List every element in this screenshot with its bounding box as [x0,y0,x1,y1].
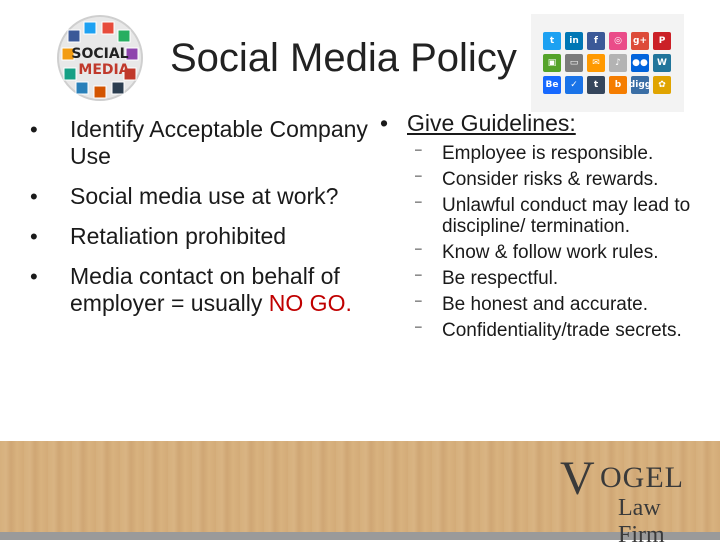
guideline-item: – Consider risks & rewards. [380,169,710,190]
social-icon-tile: b [609,76,627,94]
bullet-item [30,263,390,317]
social-icon-tile: ✓ [565,76,583,94]
bullet-item: • Social media use at work? [30,183,390,210]
social-media-icons-grid [543,32,671,94]
guideline-item: – Know & follow work rules. [380,242,710,263]
guideline-item: – Unlawful conduct may lead to discipline/ termination. [380,195,710,237]
page-title: Social Media Policy [170,36,517,80]
social-icon-tile: ▭ [565,54,583,72]
guideline-item: – Confidentiality/trade secrets. [380,320,710,341]
bullet-text: Media contact on behalf of employer = usually [70,263,340,316]
bullet-item: • Retaliation prohibited [30,223,390,250]
brand-logo [560,452,710,548]
brand-letter: V [560,452,595,505]
social-icon-tile: ●● [631,54,649,72]
guidelines-heading-text: Give Guidelines: [407,110,576,136]
social-icon-tile: g+ [631,32,649,50]
social-icon-tile: ▣ [543,54,561,72]
social-icon-tile: ◎ [609,32,627,50]
guidelines-list [380,143,710,341]
social-media-logo [54,12,146,104]
guidelines-heading [380,110,710,137]
social-icon-tile: t [587,76,605,94]
footer-strip [0,532,720,540]
guideline-item: – Be honest and accurate. [380,294,710,315]
social-icon-tile: W [653,54,671,72]
left-bullet-list [30,116,390,317]
bullet-item: • Identify Acceptable Company Use [30,116,390,170]
social-icon-tile: ✉ [587,54,605,72]
social-icon-tile: Be [543,76,561,94]
right-column [380,110,710,346]
logo-text-line1: SOCIAL [71,46,129,62]
emphasis-text: NO GO. [268,290,352,316]
brand-subtitle: Law Firm [618,495,665,548]
guideline-item: – Employee is responsible. [380,143,710,164]
social-icon-tile: ♪ [609,54,627,72]
logo-text-line2: MEDIA [78,62,130,78]
social-icon-tile: ✿ [653,76,671,94]
brand-name: OGEL [600,461,684,494]
social-icon-tile: P [653,32,671,50]
social-media-globe-icon [54,12,146,104]
social-icons-panel [531,14,684,112]
social-icon-tile: t [543,32,561,50]
social-icon-tile: digg [631,76,649,94]
left-column [30,116,390,330]
social-icon-tile: f [587,32,605,50]
social-icon-tile: in [565,32,583,50]
guideline-item: – Be respectful. [380,268,710,289]
